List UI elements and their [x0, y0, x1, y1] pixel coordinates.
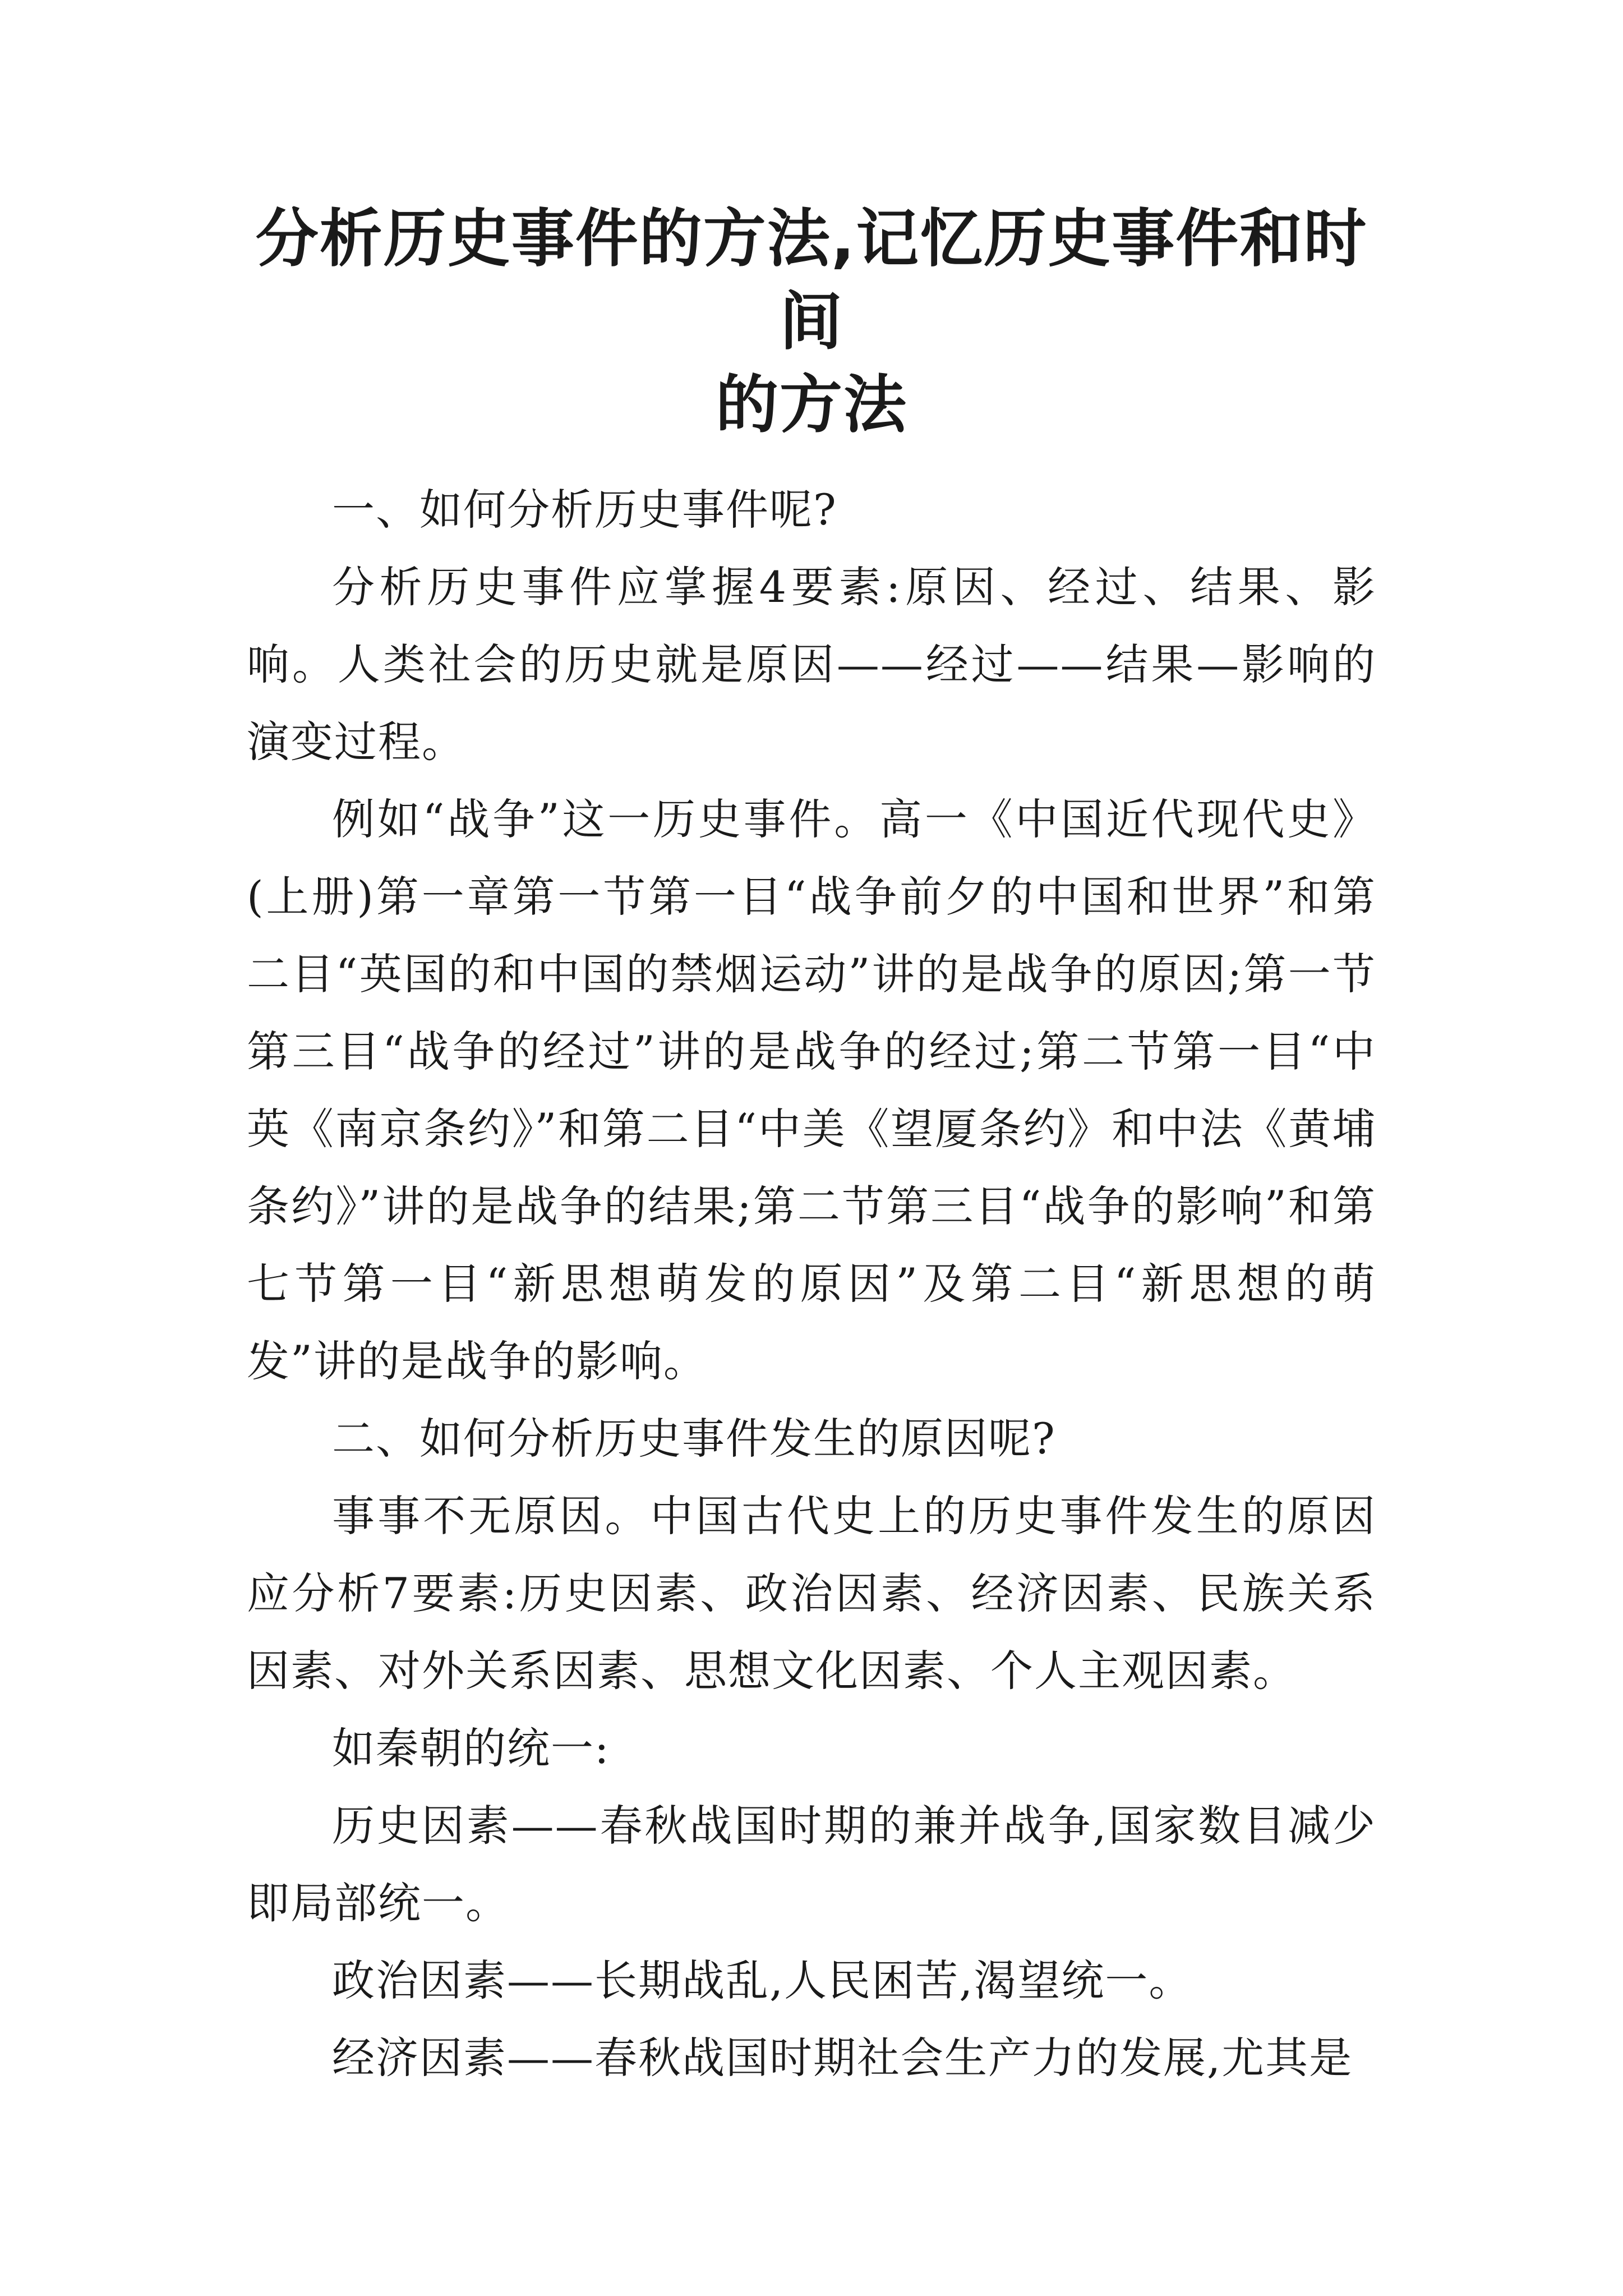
paragraph-political-factor: 政治因素——长期战乱,人民困苦,渴望统一。: [332, 1955, 1193, 2005]
paragraph-economic-factor: 经济因素——春秋战国时期社会生产力的发展,尤其是: [332, 2033, 1353, 2083]
paragraph-historical-factor: 历史因素——春秋战国时期的兼并战争,国家数目减少即局部统一。: [247, 1801, 1376, 1928]
paragraph-qin-unification: 如秦朝的统一:: [332, 1723, 610, 1773]
document-title: [247, 197, 1376, 447]
section-heading-1: 一、如何分析历史事件呢?: [332, 485, 837, 535]
section-heading-2: 二、如何分析历史事件发生的原因呢?: [332, 1414, 1056, 1464]
paragraph-war-example: 例如“战争”这一历史事件。高一《中国近代现代史》(上册)第一章第一节第一目“战争前夕的中国和世界”和第二目“英国的和中国的禁烟运动”讲的是战争的原因;第一节第三目“战争的经过”讲的是战争的经过;第二节第一目“中英《南京条约》”和第二目“中美《望厦条约》和中法《黄埔条约》”讲的是战争的结果;第二节第三目“战争的影响”和第七节第一目“新思想萌发的原因”及第二目“新思想的萌发”讲的是战争的影响。: [247, 794, 1376, 1386]
document-body: [247, 471, 1376, 2097]
paragraph-seven-elements: 事事不无原因。中国古代史上的历史事件发生的原因应分析7要素:历史因素、政治因素、经济因素、民族关系因素、对外关系因素、思想文化因素、个人主观因素。: [247, 1491, 1376, 1696]
title-line-1: 分析历史事件的方法,记忆历史事件和时间: [255, 203, 1368, 358]
paragraph-four-elements: 分析历史事件应掌握4要素:原因、经过、结果、影响。人类社会的历史就是原因——经过——结果—影响的演变过程。: [247, 562, 1376, 767]
title-line-2: 的方法: [716, 369, 907, 441]
